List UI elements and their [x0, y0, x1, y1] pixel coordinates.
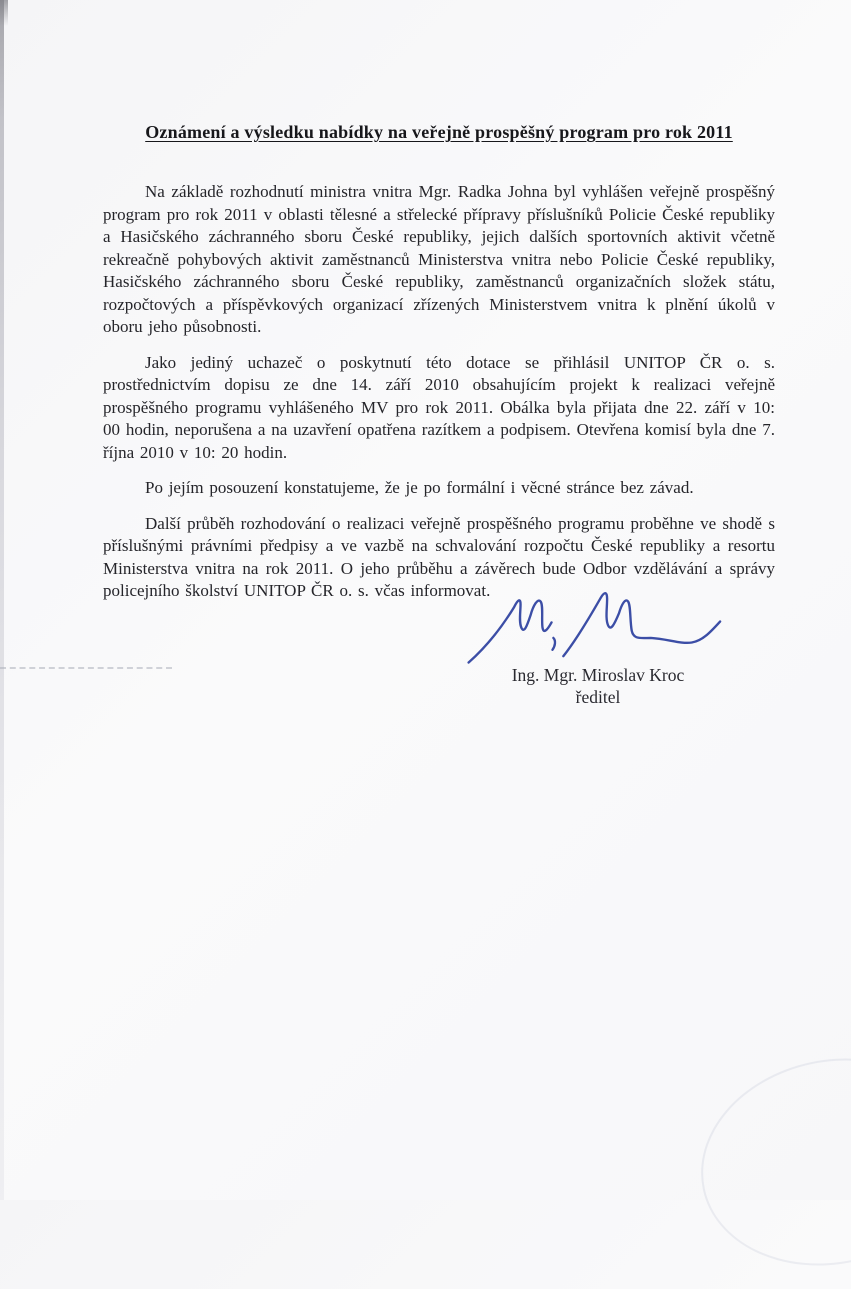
- handwritten-signature: [448, 586, 748, 668]
- signatory-role: ředitel: [575, 687, 621, 707]
- signatory-name: Ing. Mgr. Miroslav Kroc: [511, 665, 685, 685]
- letter-body: [103, 181, 775, 616]
- paragraph-announcement: Na základě rozhodnutí ministra vnitra Mgr. Radka Johna byl vyhlášen veřejně prospěšný program pro rok 2011 v oblasti tělesné a střelecké přípravy příslušníků Policie České republiky a Hasičského záchranného sboru České republiky, jejich dalších sportovních aktivit včetně rekreačně pohybových aktivit zaměstnanců Ministerstva vnitra nebo Policie České republiky, Hasičského záchranného sboru České republiky, zaměstnanců organizačních složek státu, rozpočtových a příspěvkových organizací zřízených Ministerstvem vnitra k plnění úkolů v oboru jeho působnosti.: [103, 182, 775, 336]
- letter-title: Oznámení a výsledku nabídky na veřejně prospěšný program pro rok 2011: [145, 122, 733, 142]
- embossed-stamp-artifact: [682, 1035, 851, 1289]
- paragraph-assessment: Po jejím posouzení konstatujeme, že je po formální i věcné stránce bez závad.: [145, 478, 694, 497]
- paragraph-next-steps: Další průběh rozhodování o realizaci veřejně prospěšného programu proběhne ve shodě s příslušnými právními předpisy a ve vazbě na schvalování rozpočtu České republiky a resortu Ministerstva vnitra na rok 2011. O jeho průběhu a závěrech bude Odbor vzdělávání a správy policejního školství UNITOP ČR o. s. včas informovat.: [103, 513, 775, 600]
- scan-edge-artifact: [0, 0, 4, 1200]
- paragraph-applicant: Jako jediný uchazeč o poskytnutí této dotace se přihlásil UNITOP ČR o. s. prostřednictvím dopisu ze dne 14. září 2010 obsahujícím projekt k realizaci veřejně prospěšného programu vyhlášeného MV pro rok 2011. Obálka byla přijata dne 22. září v 10: 00 hodin, neporušena a na uzavření opatřena razítkem a podpisem. Otevřena komisí byla dne 7. října 2010 v 10: 20 hodin.: [103, 352, 775, 462]
- signature-block: [442, 586, 754, 708]
- paper-crease-artifact: [0, 667, 172, 669]
- scan-corner-artifact: [0, 0, 8, 26]
